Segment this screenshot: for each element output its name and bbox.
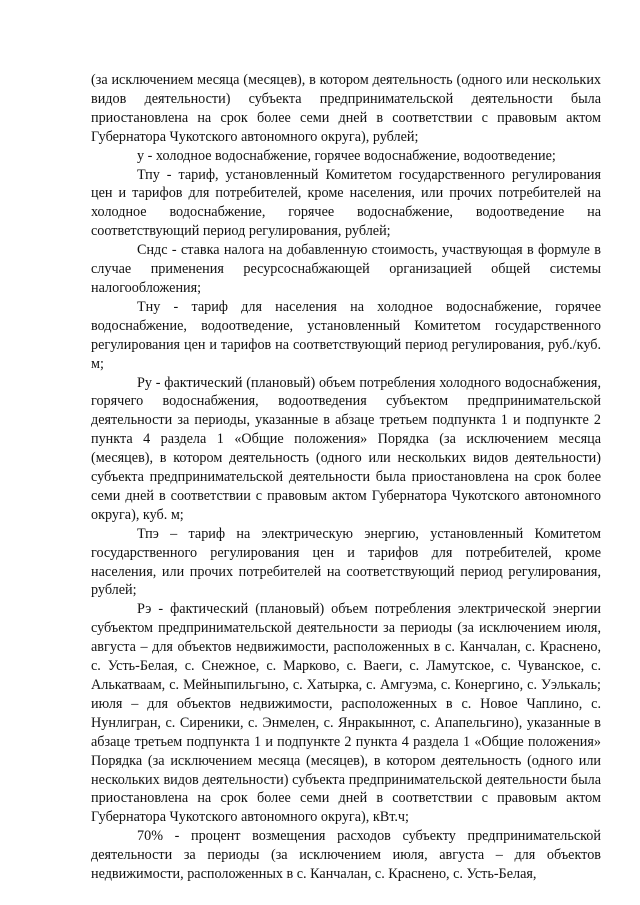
paragraph-variable-snds: Сндс - ставка налога на добавленную стоимость, участвующая в формуле в случае применения ресурсоснабжающей организацией общей системы налогообложения; xyxy=(91,242,601,296)
paragraph-variable-tpe: Тпэ – тариф на электрическую энергию, установленный Комитетом государственного регулирования цен и тарифов для потребителей, кроме населения, или прочих потребителей на соответствующий период регулирования, рублей; xyxy=(91,525,601,599)
document-body xyxy=(91,71,601,884)
paragraph-variable-ru: Ру - фактический (плановый) объем потребления холодного водоснабжения, горячего водоснабжения, водоотведения субъектом предпринимательской деятельности за периоды, указанные в абзаце третьем подпункта 1 и подпункте 2 пункта 4 раздела 1 «Общие положения» Порядка (за исключением месяца (месяцев), в котором деятельность (одного или нескольких видов деятельности) субъекта предпринимательской деятельности была приостановлена на срок более семи дней в соответствии с правовым актом Губернатора Чукотского автономного округа), куб. м; xyxy=(91,374,601,523)
paragraph-variable-tnu: Тну - тариф для населения на холодное водоснабжение, горячее водоснабжение, водоотведение, установленный Комитетом государственного регулирования цен и тарифов на соответствующий период регулирования, руб./куб. м; xyxy=(91,298,601,372)
paragraph-variable-re: Рэ - фактический (плановый) объем потребления электрической энергии субъектом предпринимательской деятельности за периоды (за исключением июля, августа – для объектов недвижимости, расположенных в с. Канчалан, с. Краснено, с. Усть-Белая, с. Снежное, с. Марково, с. Ваеги, с. Ламутское, с. Чуванское, с. Алькатваам, с. Мейныпильгыно, с. Хатырка, с. Амгуэма, с. Конергино, с. Уэлькаль; июля – для объектов недвижимости, расположенных в с. Новое Чаплино, с. Нунлигран, с. Сиреники, с. Энмелен, с. Янракыннот, с. Апапельгино), указанные в абзаце третьем подпункта 1 и подпункте 2 пункта 4 раздела 1 «Общие положения» Порядка (за исключением месяца (месяцев), в котором деятельность (одного или нескольких видов деятельности) субъекта предпринимательской деятельности была приостановлена на срок более семи дней в соответствии с правовым актом Губернатора Чукотского автономного округа), кВт.ч; xyxy=(91,601,601,826)
paragraph-reimbursement-percent: 70% - процент возмещения расходов субъекту предпринимательской деятельности за периоды (за исключением июля, августа – для объектов недвижимости, расположенных в с. Канчалан, с. Краснено, с. Усть-Белая, xyxy=(91,828,601,883)
paragraph-continuation: (за исключением месяца (месяцев), в котором деятельность (одного или нескольких видов деятельности) субъекта предпринимательской деятельности была приостановлена на срок более семи дней в соответствии с правовым актом Губернатора Чукотского автономного округа), рублей; xyxy=(91,72,601,145)
paragraph-variable-y: у - холодное водоснабжение, горячее водоснабжение, водоотведение; xyxy=(137,147,556,164)
paragraph-variable-tpu: Тпу - тариф, установленный Комитетом государственного регулирования цен и тарифов для потребителей, кроме населения, или прочих потребителей на холодное водоснабжение, горячее водоснабжение, водоотведение на соответствующий период регулирования, рублей; xyxy=(91,166,601,240)
